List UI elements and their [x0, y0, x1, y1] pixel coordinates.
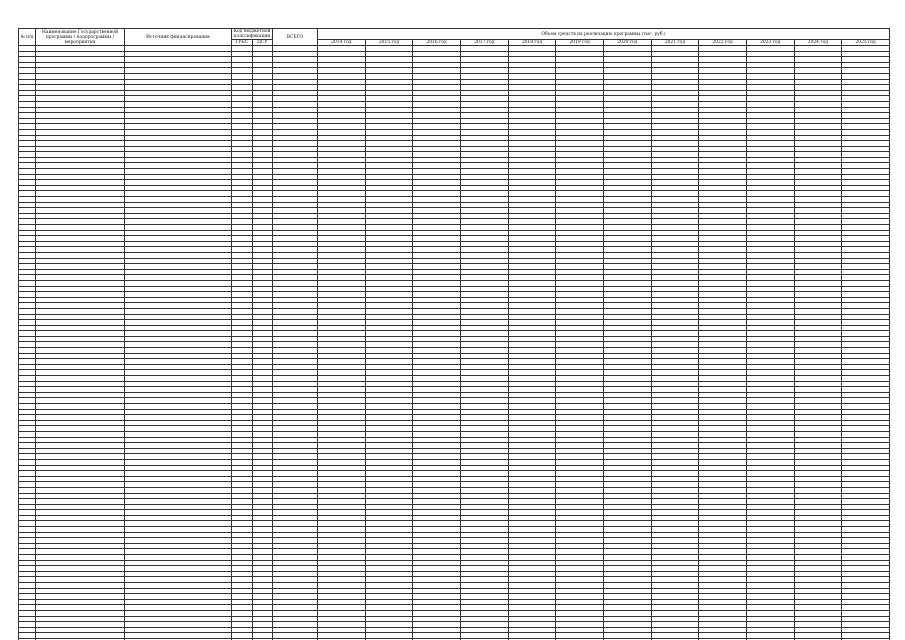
col-total: ВСЕГО — [273, 29, 318, 46]
col-grbs: ГРБС — [232, 40, 253, 46]
year-2020: 2020 год — [603, 40, 651, 46]
year-2019: 2019 год — [556, 40, 604, 46]
year-2015: 2015 год — [365, 40, 413, 46]
program-funding-table — [18, 28, 890, 640]
year-2014: 2014 год — [318, 40, 366, 46]
year-2021: 2021 год — [651, 40, 699, 46]
year-2018: 2018 год — [508, 40, 556, 46]
col-csr: ЦСР — [252, 40, 273, 46]
col-source: Источник финансирования — [125, 29, 232, 46]
table-body — [19, 46, 890, 640]
col-budget-code: Код бюджетной классификации — [232, 29, 273, 40]
year-2022: 2022 год — [699, 40, 747, 46]
year-2016: 2016 год — [413, 40, 461, 46]
col-name: Наименование Государственной программы / подпрограммы / мероприятия — [36, 29, 125, 46]
year-2024: 2024 год — [794, 40, 842, 46]
col-num: № п/п — [19, 29, 36, 46]
col-volume: Объем средств на реализацию программы (тыс. руб.) — [318, 29, 890, 40]
year-2025: 2025 год — [842, 40, 890, 46]
year-2023: 2023 год — [746, 40, 794, 46]
year-2017: 2017 год — [460, 40, 508, 46]
